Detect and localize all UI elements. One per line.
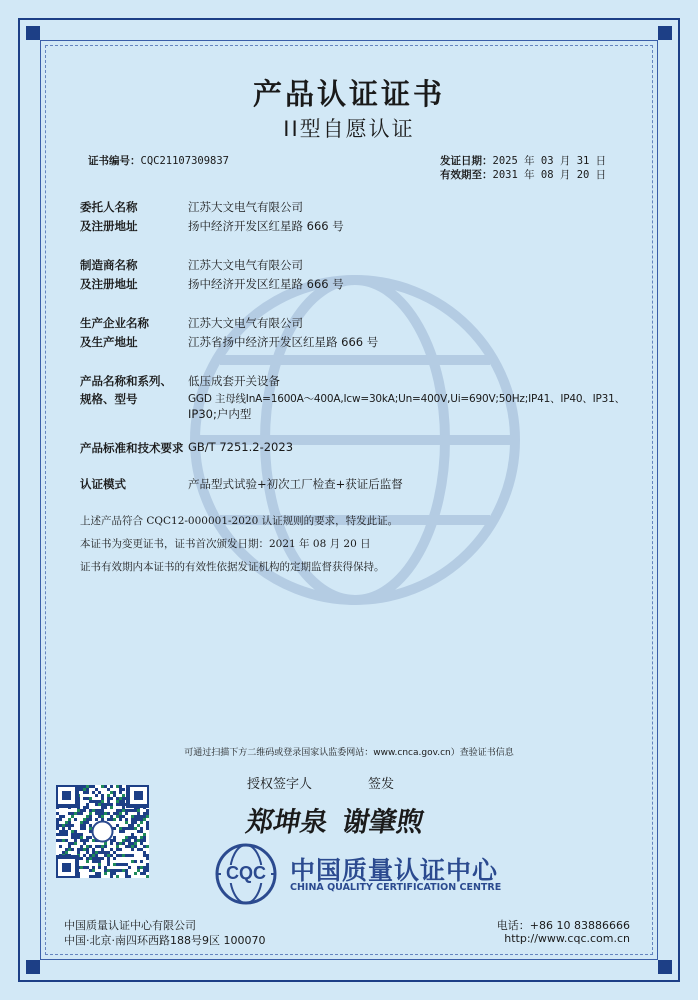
- footer-company: 中国质量认证中心有限公司: [64, 919, 196, 932]
- product-label-2: 规格、型号: [80, 392, 138, 406]
- org-name-en: CHINA QUALITY CERTIFICATION CENTRE: [290, 882, 502, 893]
- factory-name-label: 生产企业名称: [80, 316, 149, 330]
- issue-label: 签发: [368, 777, 395, 792]
- maker-addr-value: 扬中经济开发区红星路 666 号: [188, 277, 344, 291]
- qr-code[interactable]: [56, 785, 149, 878]
- org-name-cn: 中国质量认证中心: [290, 856, 499, 885]
- note-line-1: 上述产品符合 CQC12-000001-2020 认证规则的要求，特发此证。: [80, 515, 399, 527]
- expiry-date-row: [440, 167, 606, 182]
- product-line-3: IP30;户内型: [188, 407, 252, 421]
- corner-ornament-tr: [658, 26, 672, 40]
- client-name-value: 江苏大文电气有限公司: [188, 200, 303, 214]
- footer-website[interactable]: http://www.cqc.com.cn: [504, 932, 630, 945]
- issue-date-row: [440, 153, 606, 168]
- issue-date-label: 发证日期：: [440, 155, 493, 167]
- maker-name-label: 制造商名称: [80, 258, 138, 272]
- note-line-2: 本证书为变更证书，证书首次颁发日期：2021 年 08 月 20 日: [80, 538, 371, 550]
- certificate-subtitle: II型自愿认证: [283, 117, 415, 141]
- mode-value: 产品型式试验+初次工厂检查+获证后监督: [188, 477, 403, 491]
- maker-name-value: 江苏大文电气有限公司: [188, 258, 303, 272]
- product-line-1: 低压成套开关设备: [188, 374, 280, 388]
- factory-addr-label: 及生产地址: [80, 335, 138, 349]
- expiry-date-label: 有效期至：: [440, 169, 493, 181]
- authorized-signatory-label: 授权签字人: [247, 777, 313, 792]
- corner-ornament-tl: [26, 26, 40, 40]
- footer-phone: 电话：+86 10 83886666: [496, 919, 630, 932]
- mode-label: 认证模式: [80, 477, 126, 491]
- note-line-3: 证书有效期内本证书的有效性依据发证机构的定期监督获得保持。: [80, 561, 385, 573]
- certificate-title: 产品认证证书: [252, 77, 445, 111]
- issue-date-value: 2025 年 03 月 31 日: [492, 155, 607, 167]
- maker-addr-label: 及注册地址: [80, 277, 138, 291]
- footer-address: 中国·北京·南四环西路188号9区 100070: [64, 934, 266, 947]
- corner-ornament-bl: [26, 960, 40, 974]
- issuer-signature: 谢肇煦: [339, 807, 427, 838]
- product-line-2: GGD 主母线InA=1600A～400A,Icw=30kA;Un=400V,Ui=690V;50Hz;IP41、IP40、IP31、: [188, 393, 625, 405]
- expiry-date-value: 2031 年 08 月 20 日: [492, 169, 607, 181]
- cert-no-row: [88, 153, 229, 168]
- corner-ornament-br: [658, 960, 672, 974]
- cert-no-value: CQC21107309837: [140, 155, 230, 167]
- authorized-signature: 郑坤泉: [243, 807, 331, 838]
- factory-name-value: 江苏大文电气有限公司: [188, 316, 303, 330]
- client-addr-label: 及注册地址: [80, 219, 138, 233]
- verify-instruction: 可通过扫描下方二维码或登录国家认监委网站：www.cnca.gov.cn）查验证书信息: [184, 748, 514, 758]
- cert-no-label: 证书编号：: [88, 155, 141, 167]
- client-name-label: 委托人名称: [80, 200, 138, 214]
- client-addr-value: 扬中经济开发区红星路 666 号: [188, 219, 344, 233]
- cqc-logo: [215, 843, 277, 905]
- factory-addr-value: 江苏省扬中经济开发区红星路 666 号: [188, 335, 379, 349]
- standard-label: 产品标准和技术要求: [80, 441, 184, 455]
- standard-value: GB/T 7251.2-2023: [188, 440, 294, 454]
- cqc-logo-text: CQC: [226, 863, 266, 883]
- product-label-1: 产品名称和系列、: [80, 374, 172, 388]
